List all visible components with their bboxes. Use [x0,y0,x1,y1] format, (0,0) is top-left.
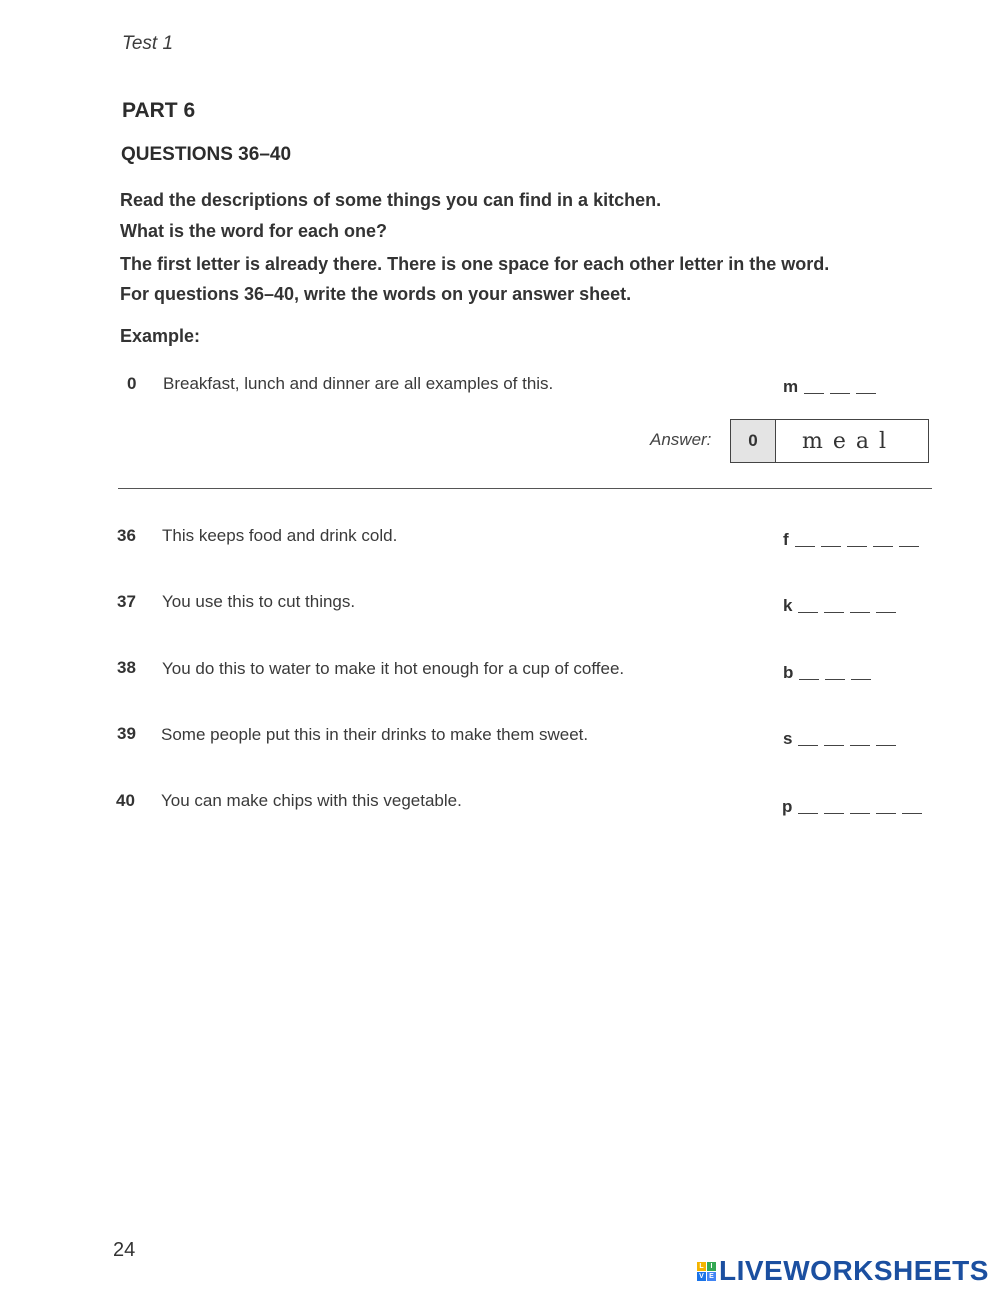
example-answer-box [730,419,929,463]
example-word-hint [783,377,876,397]
letter-blank [847,546,867,547]
letter-blank [825,679,845,680]
question-word-hint[interactable] [783,663,871,683]
letter-blank [876,612,896,613]
letter-blank [821,546,841,547]
question-number: 40 [116,791,135,810]
question-word-hint[interactable] [783,596,896,616]
question-word-hint[interactable] [783,530,919,550]
liveworksheets-logo[interactable] [697,1255,989,1287]
instruction-line: What is the word for each one? [120,221,388,241]
question-word-hint[interactable] [783,729,896,749]
instruction-line: For questions 36–40, write the words on your answer sheet. [120,284,632,304]
letter-blank [902,813,922,814]
letter-blank [804,393,824,394]
instruction-line: Read the descriptions of some things you can find in a kitchen. [120,190,662,210]
question-text: You use this to cut things. [162,592,356,611]
letter-blanks[interactable] [792,729,896,748]
letter-blank [899,546,919,547]
answer-box-number: 0 [731,420,776,462]
first-letter: f [783,530,789,549]
letter-blanks[interactable] [789,530,919,549]
first-letter: p [782,797,793,816]
brand-mark-letter: L [697,1262,706,1271]
brand-mark-icon [697,1262,716,1281]
question-text: This keeps food and drink cold. [162,526,398,545]
letter-blanks[interactable] [793,663,871,682]
question-number: 39 [117,724,136,743]
letter-blank [850,813,870,814]
first-letter: k [783,596,793,615]
first-letter: s [783,729,793,748]
question-word-hint[interactable] [782,797,922,817]
brand-name: LIVEWORKSHEETS [719,1255,989,1286]
brand-mark-letter: V [697,1272,706,1281]
brand-mark-letter: I [707,1262,716,1271]
question-text: You do this to water to make it hot enough for a cup of coffee. [162,659,625,678]
letter-blank [824,612,844,613]
letter-blank [830,393,850,394]
question-text: Some people put this in their drinks to make them sweet. [161,725,589,744]
question-number: 36 [117,526,136,545]
first-letter: b [783,663,794,682]
brand-mark-letter: E [707,1272,716,1281]
letter-blank [873,546,893,547]
section-divider [118,488,932,489]
letter-blank [856,393,876,394]
test-header: Test 1 [122,33,174,54]
instruction-line: The first letter is already there. There is one space for each other letter in the word. [120,254,830,274]
page-number: 24 [113,1239,136,1261]
example-text: Breakfast, lunch and dinner are all examples of this. [163,374,554,393]
letter-blank [876,813,896,814]
part-title: PART 6 [122,99,196,122]
question-text: You can make chips with this vegetable. [161,791,462,810]
letter-blanks [798,377,876,396]
letter-blank [798,745,818,746]
answer-label: Answer: [650,430,712,449]
letter-blank [798,813,818,814]
question-number: 37 [117,592,136,611]
question-number: 38 [117,658,136,677]
questions-range: QUESTIONS 36–40 [121,144,292,165]
example-number: 0 [127,374,137,393]
letter-blanks[interactable] [792,596,896,615]
letter-blank [799,679,819,680]
answer-box-word: meal [802,428,897,454]
letter-blanks[interactable] [792,797,922,816]
letter-blank [824,813,844,814]
example-label: Example: [120,326,201,346]
letter-blank [876,745,896,746]
letter-blank [798,612,818,613]
letter-blank [795,546,815,547]
letter-blank [851,679,871,680]
letter-blank [850,745,870,746]
letter-blank [824,745,844,746]
letter-blank [850,612,870,613]
first-letter: m [783,377,799,396]
